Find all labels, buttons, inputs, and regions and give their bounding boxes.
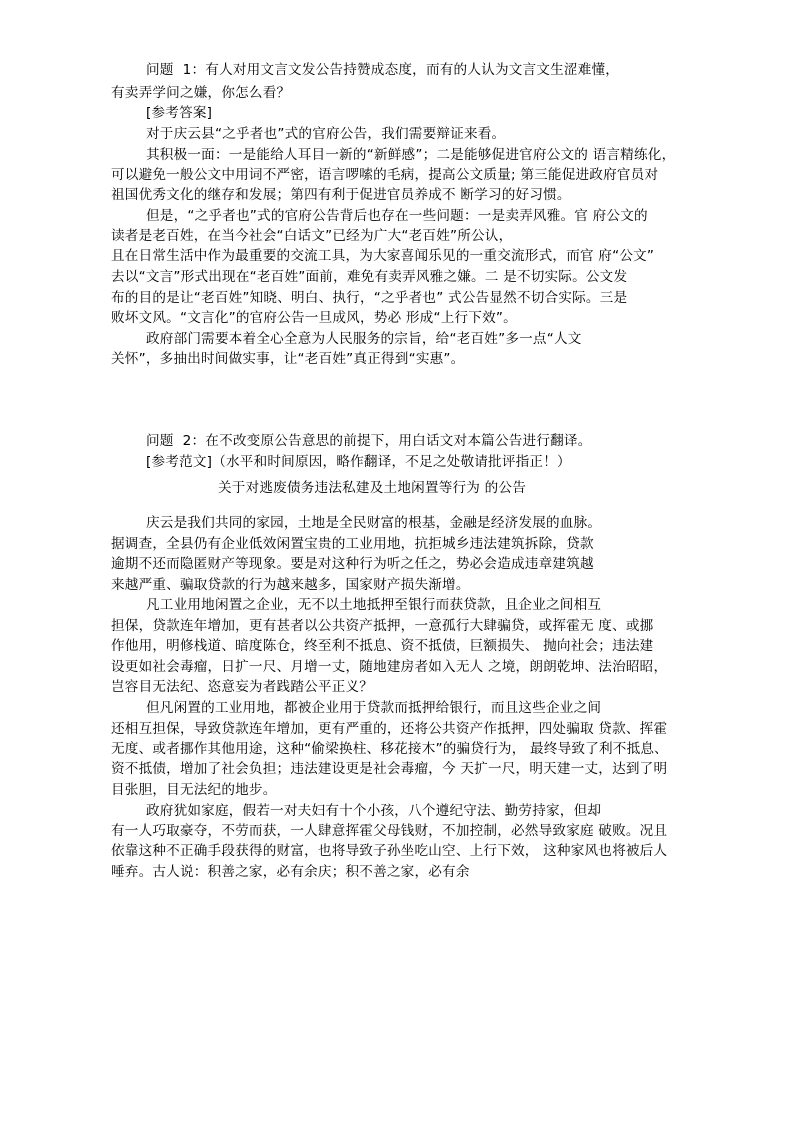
answer-line: 关怀”，多抽出时间做实事，让“老百姓”真正得到“实惠”。 (111, 351, 465, 367)
translation-line: 岂容目无法纪、恣意妄为者践踏公平正义？ (111, 679, 374, 695)
answer-line: 读者是老百姓，在当今社会“白话文”已经为广大“老百姓”所公认， (111, 228, 513, 244)
reference-answer-label: [参考答案] (146, 105, 213, 121)
question-1-heading: 问题 1：有人对用文言文发公告持赞成态度，而有的人认为文言文生涩难懂， (146, 62, 620, 78)
translation-line: 政府犹如家庭，假若一对夫妇有十个小孩，八个遵纪守法、勤劳持家，但却 (146, 803, 602, 819)
translation-line: 依靠这种不正确手段获得的财富，也将导致子孙坐吃山空、上行下效， 这种家风也将被后人 (111, 843, 668, 859)
question-1-heading-cont: 有卖弄学问之嫌，你怎么看？ (111, 85, 291, 101)
answer-line: 去以“文言”形式出现在“老百姓”面前，难免有卖弄风雅之嫌。二 是不切实际。公文发 (111, 269, 628, 285)
translation-line: 设更如社会毒瘤，日扩一尺、月增一丈，随地建房者如入无人 之境，朗朗乾坤、法治昭昭， (111, 659, 668, 675)
answer-line: 败坏文风。“文言化”的官府公告一旦成风，势必 形成“上行下效”。 (111, 310, 517, 326)
answer-line: 布的目的是让“老百姓”知晓、明白、执行，“之乎者也” 式公告显然不切合实际。三是 (111, 290, 628, 306)
translation-line: 有一人巧取豪夺，不劳而获，一人肆意挥霍父母钱财，不加控制，必然导致家庭 破败。况且 (111, 823, 668, 839)
answer-line: 其积极一面：一是能给人耳目一新的“新鲜感”；二是能够促进官府公文的 语言精练化， (146, 147, 676, 163)
translation-line: 资不抵债，增加了社会负担；违法建设更是社会毒瘤，今 天扩一尺，明天建一丈，达到了明 (111, 761, 668, 777)
translation-line: 来越严重、骗取贷款的行为越来越多，国家财产损失渐增。 (111, 577, 470, 593)
translation-line: 唾弃。古人说：积善之家，必有余庆；积不善之家，必有余 (111, 864, 470, 880)
answer-line: 且在日常生活中作为最重要的交流工具，为大家喜闻乐见的一重交流形式，而官 府“公文” (111, 248, 655, 264)
translation-line: 逾期不还而隐匿财产等现象。要是对这种行为听之任之，势必会造成违章建筑越 (111, 556, 594, 572)
notice-title: 关于对逃废债务违法私建及土地闲置等行为 的公告 (218, 480, 526, 496)
translation-line: 凡工业用地闲置之企业，无不以土地抵押至银行而获贷款，且企业之间相互 (146, 597, 602, 613)
translation-line: 目张胆，目无法纪的地步。 (111, 782, 277, 798)
translation-line: 作他用，明修栈道、暗度陈仓，终至利不抵息、资不抵债，巨额损失、 抛向社会；违法建 (111, 638, 654, 654)
answer-line: 政府部门需要本着全心全意为人民服务的宗旨，给“老百姓”多一点“人文 (146, 331, 582, 347)
answer-line: 祖国优秀文化的继存和发展；第四有利于促进官员养成不 断学习的好习惯。 (111, 187, 571, 203)
reference-text-label: [参考范文]（水平和时间原因，略作翻译，不足之处敬请批评指正！） (146, 454, 571, 470)
answer-line: 可以避免一般公文中用词不严密，语言啰嗦的毛病，提高公文质量; 第三能促进政府官员对 (111, 167, 659, 183)
translation-line: 无度、或者挪作其他用途，这种“偷梁换柱、移花接木”的骗贷行为， 最终导致了利不抵息、 (111, 741, 668, 757)
translation-line: 还相互担保，导致贷款连年增加，更有严重的，还将公共资产作抵押，四处骗取 贷款、挥霍 (111, 721, 668, 737)
translation-line: 但凡闲置的工业用地，都被企业用于贷款而抵押给银行，而且这些企业之间 (146, 700, 602, 716)
translation-line: 据调查，全县仍有企业低效闲置宝贵的工业用地，抗拒城乡违法建筑拆除，贷款 (111, 536, 594, 552)
answer-line: 但是，“之乎者也”式的官府公告背后也存在一些问题：一是卖弄风雅。官 府公文的 (146, 208, 648, 224)
translation-line: 庆云是我们共同的家园，土地是全民财富的根基，金融是经济发展的血脉。 (146, 515, 602, 531)
answer-line: 对于庆云县“之乎者也”式的官府公告，我们需要辩证来看。 (146, 126, 506, 142)
translation-line: 担保，贷款连年增加，更有甚者以公共资产抵押，一意孤行大肆骗贷，或挥霍无 度、或挪 (111, 618, 654, 634)
question-2-heading: 问题 2：在不改变原公告意思的前提下，用白话文对本篇公告进行翻译。 (146, 433, 592, 449)
